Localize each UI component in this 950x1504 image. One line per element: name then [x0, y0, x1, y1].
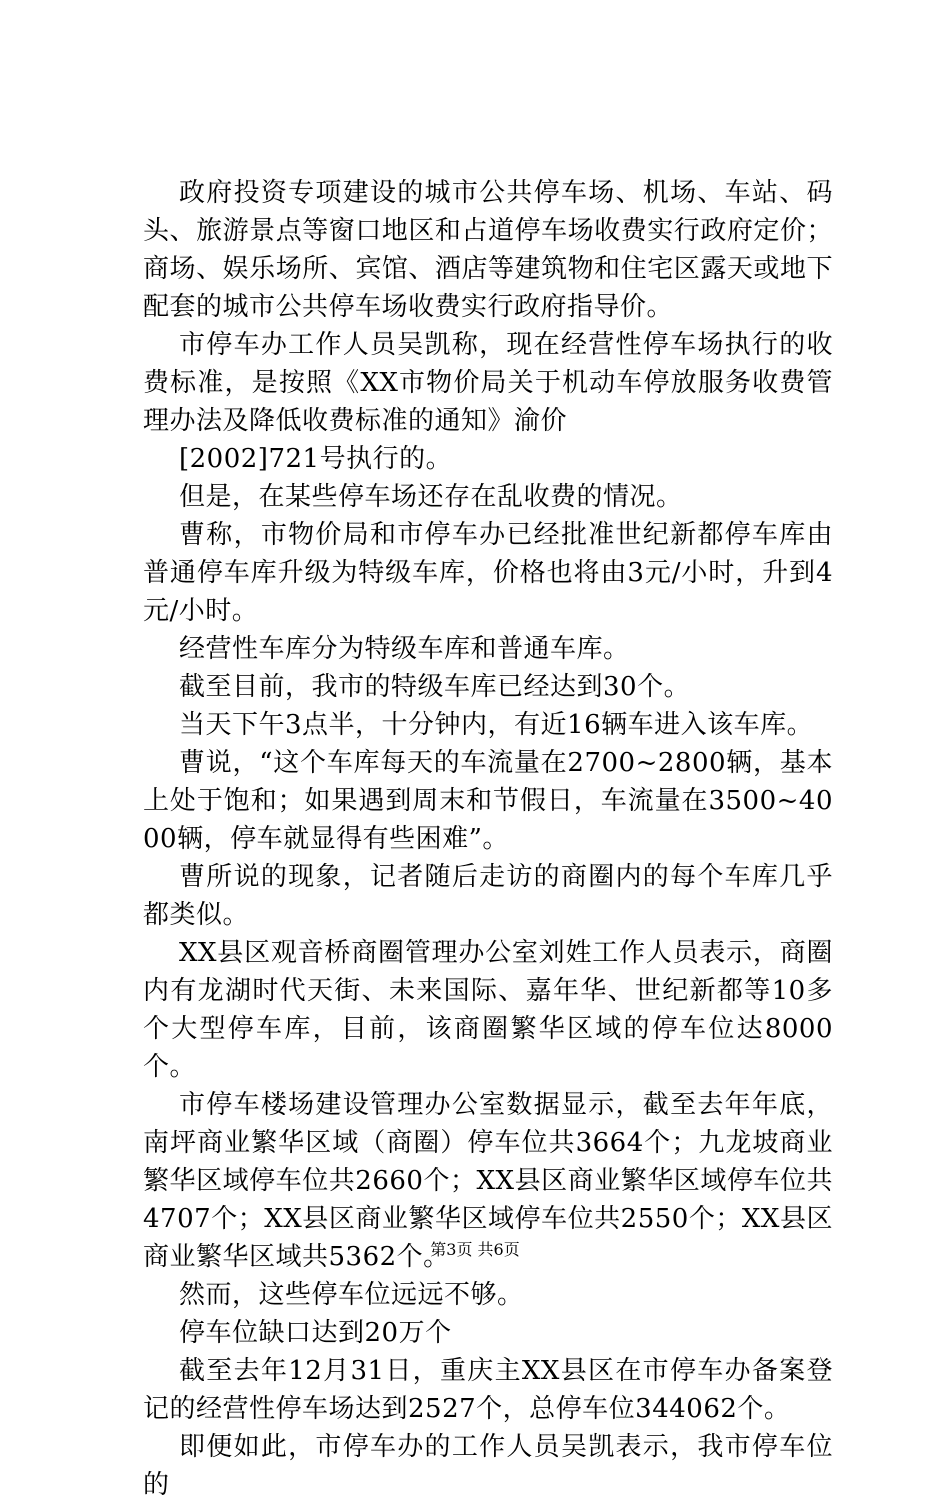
- paragraph-7: 截至目前，我市的特级车库已经达到30个。: [179, 672, 691, 702]
- document-body: [143, 174, 833, 1504]
- paragraph-16: 即便如此，市停车办的工作人员吴凯表示，我市停车位的: [143, 1432, 833, 1500]
- section-heading: 停车位缺口达到20万个: [179, 1318, 452, 1348]
- paragraph-4: 但是，在某些停车场还存在乱收费的情况。: [179, 482, 683, 512]
- paragraph-6: 经营性车库分为特级车库和普通车库。: [179, 634, 630, 664]
- paragraph-9: 曹说，“这个车库每天的车流量在2700~2800辆，基本上处于饱和；如果遇到周末和节假日，车流量在3500~4000辆，停车就显得有些困难”。: [143, 748, 833, 854]
- paragraph-11: XX县区观音桥商圈管理办公室刘姓工作人员表示，商圈内有龙湖时代天街、未来国际、嘉年华、世纪新都等10多个大型停车库，目前，该商圈繁华区域的停车位达8000个。: [143, 938, 833, 1082]
- paragraph-2: 市停车办工作人员吴凯称，现在经营性停车场执行的收费标准，是按照《XX市物价局关于机动车停放服务收费管理办法及降低收费标准的通知》渝价: [143, 330, 833, 436]
- paragraph-8: 当天下午3点半，十分钟内，有近16辆车进入该车库。: [179, 710, 814, 740]
- paragraph-1: 政府投资专项建设的城市公共停车场、机场、车站、码头、旅游景点等窗口地区和占道停车场收费实行政府定价；商场、娱乐场所、宾馆、酒店等建筑物和住宅区露天或地下配套的城市公共停车场收费实行政府指导价。: [143, 178, 833, 322]
- paragraph-5: 曹称，市物价局和市停车办已经批准世纪新都停车库由普通停车库升级为特级车库，价格也将由3元/小时，升到4元/小时。: [143, 520, 833, 626]
- paragraph-3: [2002]721号执行的。: [179, 444, 453, 474]
- paragraph-12: 市停车楼场建设管理办公室数据显示，截至去年年底，南坪商业繁华区域（商圈）停车位共3664个；九龙坡商业繁华区域停车位共2660个；XX县区商业繁华区域停车位共4707个；XX县区商业繁华区域停车位共2550个；XX县区商业繁华区域共5362个。: [143, 1090, 833, 1272]
- paragraph-10: 曹所说的现象，记者随后走访的商圈内的每个车库几乎都类似。: [143, 862, 833, 930]
- paragraph-15: 截至去年12月31日，重庆主XX县区在市停车办备案登记的经营性停车场达到2527个，总停车位344062个。: [143, 1356, 833, 1424]
- page-footer: 第3页 共6页: [430, 1240, 520, 1259]
- paragraph-13: 然而，这些停车位远远不够。: [179, 1280, 524, 1310]
